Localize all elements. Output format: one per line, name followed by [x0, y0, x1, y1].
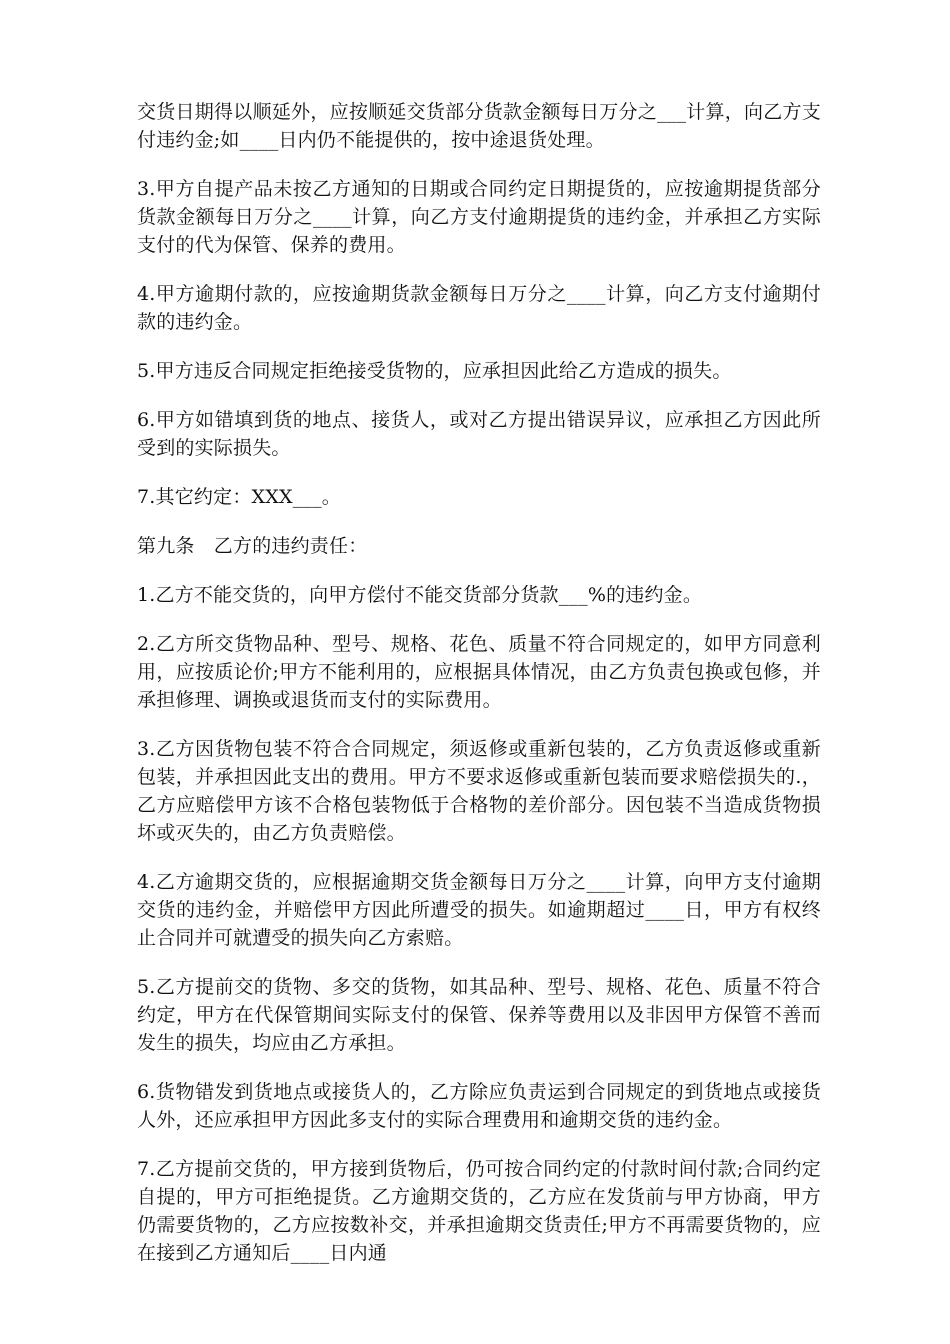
- paragraph-party-a-clause-7: 7.其它约定：XXX___。: [137, 486, 342, 508]
- paragraph-party-b-clause-5: 5.乙方提前交的货物、多交的货物，如其品种、型号、规格、花色、质量不符合约定，甲方在代保管期间实际支付的保管、保养等费用以及非因甲方保管不善而发生的损失，均应由乙方承担。: [137, 976, 821, 1054]
- document-page: [137, 98, 821, 1288]
- paragraph-party-b-clause-7: 7.乙方提前交货的，甲方接到货物后，仍可按合同约定的付款时间付款;合同约定自提的，甲方可拒绝提货。乙方逾期交货的，乙方应在发货前与甲方协商，甲方仍需要货物的，乙方应按数补交，并承担逾期交货责任;甲方不再需要货物的，应在接到乙方通知后____日内通: [137, 1158, 821, 1264]
- paragraph-party-a-clause-3: 3.甲方自提产品未按乙方通知的日期或合同约定日期提货的，应按逾期提货部分货款金额每日万分之____计算，向乙方支付逾期提货的违约金，并承担乙方实际支付的代为保管、保养的费用。: [137, 178, 821, 256]
- paragraph-party-b-clause-3: 3.乙方因货物包装不符合合同规定，须返修或重新包装的，乙方负责返修或重新包装，并承担因此支出的费用。甲方不要求返修或重新包装而要求赔偿损失的.，乙方应赔偿甲方该不合格包装物低于合格物的差价部分。因包装不当造成货物损坏或灭失的，由乙方负责赔偿。: [137, 738, 821, 844]
- paragraph-party-a-clause-5: 5.甲方违反合同规定拒绝接受货物的，应承担因此给乙方造成的损失。: [137, 360, 732, 382]
- paragraph-party-b-clause-1: 1.乙方不能交货的，向甲方偿付不能交货部分货款___%的违约金。: [137, 584, 703, 606]
- paragraph-party-b-clause-6: 6.货物错发到货地点或接货人的，乙方除应负责运到合同规定的到货地点或接货人外，还应承担甲方因此多支付的实际合理费用和逾期交货的违约金。: [137, 1081, 821, 1131]
- paragraph-party-b-clause-4: 4.乙方逾期交货的，应根据逾期交货金额每日万分之____计算，向甲方支付逾期交货的违约金，并赔偿甲方因此所遭受的损失。如逾期超过____日，甲方有权终止合同并可就遭受的损失向乙方索赔。: [137, 871, 821, 949]
- paragraph-party-a-clause-4: 4.甲方逾期付款的，应按逾期货款金额每日万分之____计算，向乙方支付逾期付款的违约金。: [137, 283, 821, 333]
- paragraph-party-a-clause-6: 6.甲方如错填到货的地点、接货人，或对乙方提出错误异议，应承担乙方因此所受到的实际损失。: [137, 409, 821, 459]
- paragraph-party-b-clause-2: 2.乙方所交货物品种、型号、规格、花色、质量不符合同规定的，如甲方同意利用，应按质论价;甲方不能利用的，应根据具体情况，由乙方负责包换或包修，并承担修理、调换或退货而支付的实际费用。: [137, 633, 821, 711]
- paragraph-delivery-postponed: 交货日期得以顺延外，应按顺延交货部分货款金额每日万分之___计算，向乙方支付违约金;如____日内仍不能提供的，按中途退货处理。: [137, 101, 821, 151]
- section-heading-article-9: 第九条 乙方的违约责任：: [137, 535, 368, 557]
